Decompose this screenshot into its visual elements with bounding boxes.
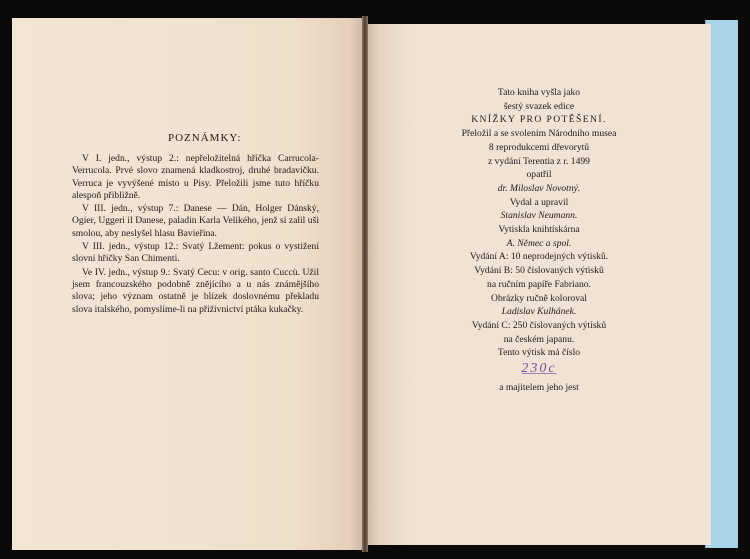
colophon-line: Vydání A: 10 neprodejných výtisků. [469,251,609,263]
notes-heading: POZNÁMKY: [168,132,242,144]
colophon-line: na ručním papíře Fabriano. [487,278,591,290]
colorist-name: Ladislav Kulhánek. [501,306,577,318]
book-spine [362,16,368,552]
colophon-line: Vydání C: 250 číslovaných výtisků [471,319,607,331]
colophon-line: Přeložil a se svolením Národního musea [461,128,617,140]
notes-text [72,153,319,317]
publisher-name: Stanislav Neumann. [500,210,578,222]
colophon-line: šestý svazek edice [503,100,575,112]
colophon-line: 8 reprodukcemi dřevorytů [488,141,590,153]
printer-name: A. Němec a spol. [506,237,572,249]
copy-number-stamp: 230c [521,361,557,377]
colophon-line: Tento výtisk má číslo [497,347,581,359]
note-paragraph: V I. jedn., výstup 2.: nepřeložitelná hříčka Carrucola-Verrucola. Prvé slovo znamená kladkostroj, druhé bradavičku. Verruca je vyvýšené místo u Pisy. Přeložili jsme tuto hříčku alespoň přibližně. [72,153,319,201]
colophon-line: Vydání B: 50 číslovaných výtisků [474,265,604,277]
colophon-line: z vydání Terentia z r. 1499 [488,155,590,167]
note-paragraph: V III. jedn., výstup 12.: Svatý Lžement: pokus o vystižení slovní hříčky San Chimenti. [72,241,319,265]
colophon-line: Obrázky ručně koloroval [491,292,587,304]
colophon-line: Tato kniha vyšla jako [497,87,581,98]
colophon-line: opatřil [526,169,552,181]
colophon-line: Vytiskla knihtiskárna [498,224,580,236]
colophon-line: Vydal a upravil [509,196,569,208]
edition-title: KNÍŽKY PRO POTĚŠENÍ. [471,114,607,126]
translator-name: dr. Miloslav Novotný. [497,182,581,194]
colophon-closing: a majitelem jeho jest [499,382,579,394]
note-paragraph: Ve IV. jedn., výstup 9.: Svatý Cecu: v orig. santo Cuccù. Užil jsem francouzského podobně znějícího a u nás známějšího slova; jeho význam ostatně je blízek doslovnému překladu slova italského, pomyslíme-li na přiživnictví ptáka kukačky. [72,266,319,315]
colophon [418,86,660,395]
note-paragraph: V III. jedn., výstup 7.: Danese — Dán, Holger Dánský, Ogier, Uggeri il Danese, paladin Karla Velikého, jenž si zalil uši smolou, aby neslyšel hlasu Bavieřina. [72,203,319,239]
colophon-line: na českém japanu. [503,333,575,345]
